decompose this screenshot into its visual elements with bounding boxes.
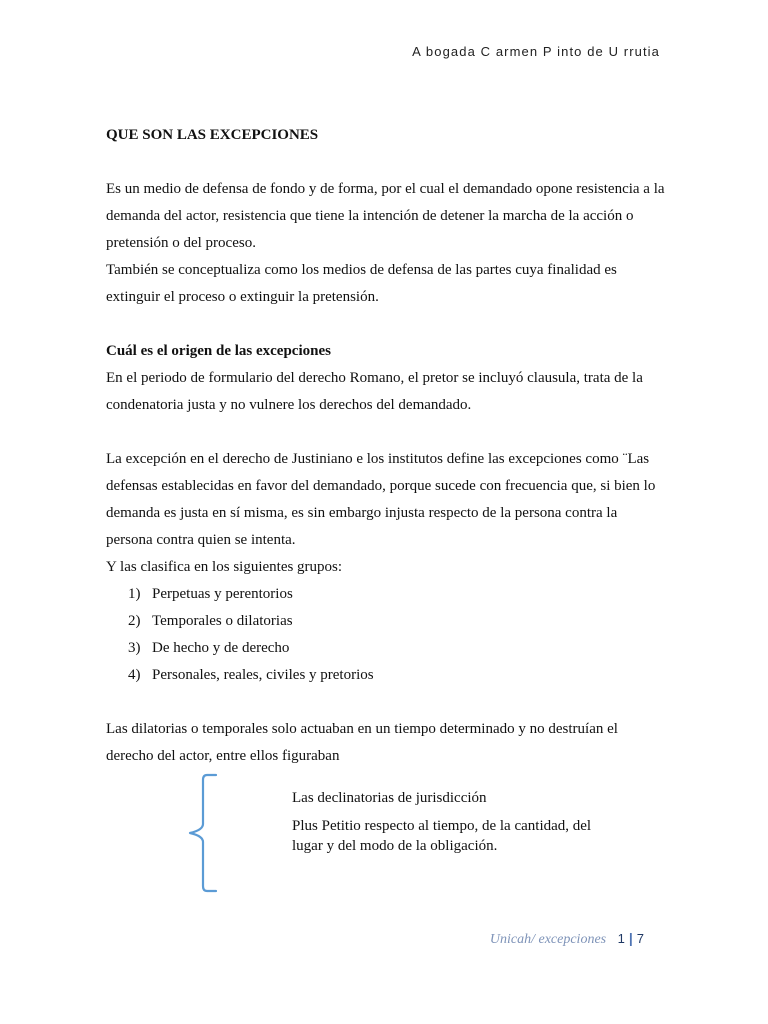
groups-list — [106, 581, 666, 689]
paragraph-definition: Es un medio de defensa de fondo y de forma, por el cual el demandado opone resistencia a la demanda del actor, resistencia que tiene la intención de detener la marcha de la acción o pretensión o del proceso. — [106, 181, 665, 251]
page-header-author: A bogada C armen P into de U rrutia — [412, 44, 660, 59]
section-title-origen: Cuál es el origen de las excepciones — [106, 343, 331, 359]
list-item-number: 4) — [128, 667, 141, 683]
footer-separator: | — [628, 930, 633, 946]
section-title-que-son: QUE SON LAS EXCEPCIONES — [106, 127, 319, 143]
brace-items — [292, 788, 592, 864]
spacer — [106, 419, 666, 446]
list-item — [106, 581, 666, 608]
footer-page-number: 1 — [617, 931, 625, 946]
brace-item-plus-petitio: Plus Petitio respecto al tiempo, de la cantidad, del lugar y del modo de la obligación. — [292, 818, 592, 854]
footer-total-pages: 7 — [636, 931, 644, 946]
list-item — [106, 635, 666, 662]
brace-item-declinatorias: Las declinatorias de jurisdicción — [292, 790, 487, 806]
list-item-label: Personales, reales, civiles y pretorios — [152, 667, 374, 683]
spacer — [106, 689, 666, 716]
list-item-number: 3) — [128, 640, 141, 656]
list-item — [106, 608, 666, 635]
page-footer — [490, 930, 644, 948]
paragraph-dilatorias: Las dilatorias o temporales solo actuaban en un tiempo determinado y no destruían el derecho del actor, entre ellos figuraban — [106, 721, 618, 764]
list-item — [106, 662, 666, 689]
list-item-label: De hecho y de derecho — [152, 640, 290, 656]
list-item-number: 2) — [128, 613, 141, 629]
paragraph-conceptualization: También se conceptualiza como los medios de defensa de las partes cuya finalidad es extinguir el proceso o extinguir la pretensión. — [106, 262, 617, 305]
paragraph-roman-period: En el periodo de formulario del derecho Romano, el pretor se incluyó clausula, trata de la condenatoria justa y no vulnere los derechos del demandado. — [106, 370, 643, 413]
paragraph-justiniano: La excepción en el derecho de Justiniano e los institutos define las excepciones como ¨Las defensas establecidas en favor del demandado, porque sucede con frecuencia que, si bien lo demanda es justa en sí misma, es sin embargo injusta respecto de la persona contra la persona contra quien se intenta. — [106, 451, 656, 548]
list-item-number: 1) — [128, 586, 141, 602]
brace-group — [180, 772, 600, 894]
footer-text: Unicah/ excepciones — [489, 932, 607, 947]
list-item-label: Temporales o dilatorias — [152, 613, 293, 629]
spacer — [106, 311, 666, 338]
list-item-label: Perpetuas y perentorios — [152, 586, 293, 602]
left-brace-icon — [180, 772, 240, 894]
paragraph-groups-intro: Y las clasifica en los siguientes grupos: — [106, 559, 343, 575]
document-body — [106, 122, 666, 770]
